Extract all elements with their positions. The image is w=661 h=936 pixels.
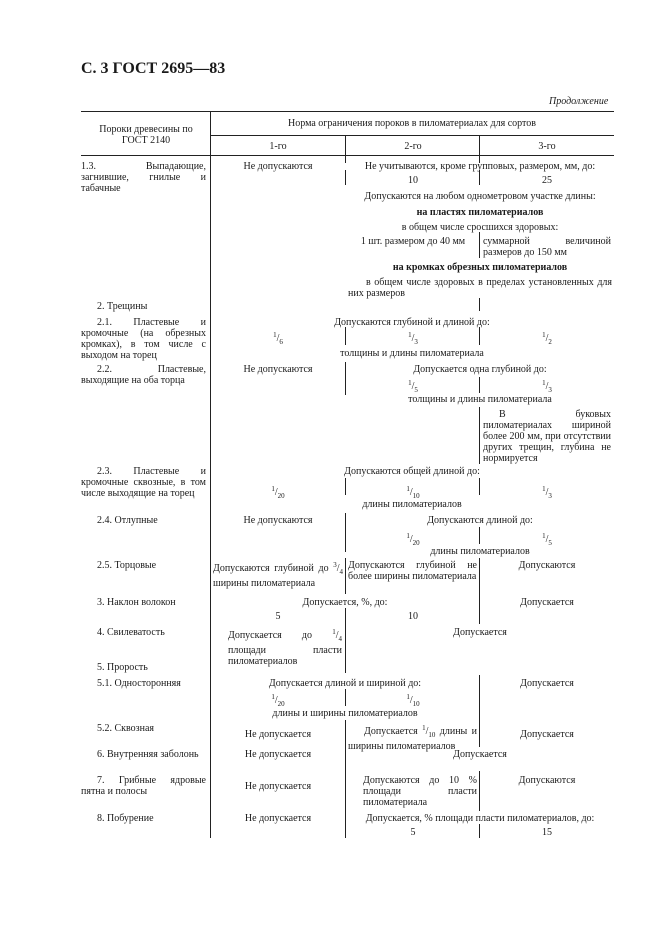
- r1-3-edges-note: в общем числе здоровых в пределах установленных для них размеров: [348, 277, 612, 299]
- r2-4-div-b: [479, 527, 480, 544]
- r2-2-span: Допускается одна глубиной до:: [413, 364, 547, 375]
- defect-4: 4. Свилеватость: [97, 627, 165, 638]
- r1-3-span: Не учитываются, кроме групповых, размером, мм, до:: [364, 161, 596, 172]
- r2-3-div-a: [345, 478, 346, 495]
- r2-2-grade3-note: В буковых пиломатериалах шириной более 200 мм, при отсутствии других трещин, глубина не нормируется: [483, 409, 611, 464]
- r5-2-grade3: Допускается: [520, 729, 574, 740]
- r1-3-grade3-value: 25: [542, 175, 552, 186]
- r5-2-grade2: Допускается $^1/_{10}$ длины и ширины пиломатериалов: [348, 724, 477, 752]
- r5-2-grade1: Не допускается: [244, 729, 312, 740]
- r1-3-on-edges: на кромках обрезных пиломатериалов: [392, 262, 568, 273]
- r5-1-grade2: $^1/_{10}$: [406, 693, 420, 708]
- r2-4-grade3: $^1/_5$: [542, 532, 552, 547]
- r8-grade2-value: 5: [410, 827, 416, 838]
- r2-1-grade3: $^1/_2$: [542, 331, 552, 346]
- r5-1-div-a: [345, 689, 346, 706]
- r2-5-grade3: Допускаются: [518, 560, 576, 571]
- r7-grade3: Допускаются: [518, 775, 576, 786]
- r2-1-note: толщины и длины пиломатериала: [340, 348, 484, 359]
- page-header: С. 3 ГОСТ 2695—83: [81, 60, 226, 77]
- r1-3-div-c: [479, 232, 480, 258]
- r3-span: Допускается, %, до:: [302, 597, 388, 608]
- r2-4-note: длины пиломатериалов: [430, 546, 530, 557]
- r2-2-div-b: [479, 377, 480, 393]
- defect-5-1: 5.1. Односторонняя: [97, 678, 181, 689]
- r5-2-div-b: [479, 720, 480, 747]
- r8-span: Допускается, % площади пласти пиломатериалов, до:: [365, 813, 595, 824]
- defect-5-2: 5.2. Сквозная: [97, 723, 155, 734]
- r2-2-grade1: Не допускаются: [243, 364, 313, 375]
- r5-1-span: Допускается длиной и шириной до:: [268, 678, 422, 689]
- continuation-label: Продолжение: [549, 96, 609, 107]
- r4-grade23: Допускается: [453, 627, 507, 638]
- header-bottom-rule: [81, 155, 614, 156]
- r2-4-grade2: $^1/_{20}$: [406, 532, 420, 547]
- defect-3: 3. Наклон волокон: [97, 597, 176, 608]
- defect-8: 8. Побурение: [97, 813, 154, 824]
- r1-3-including-grown: в общем числе сросшихся здоровых:: [401, 222, 559, 233]
- defect-6: 6. Внутренняя заболонь: [97, 749, 199, 760]
- r2-1-div-b: [479, 327, 480, 345]
- defect-2-1: 2.1. Пластевые и кромочные (на обрезных кромках), в том числе с выходом на торец: [81, 317, 206, 361]
- r3-div-a: [345, 608, 346, 624]
- r2-3-grade2: $^1/_{10}$: [406, 485, 420, 500]
- r2-5-grade1: Допускаются глубиной до $^3/_4$ ширины пиломатериала: [213, 561, 344, 589]
- defect-2-5: 2.5. Торцовые: [97, 560, 157, 571]
- r6-grade1: Не допускается: [244, 749, 312, 760]
- r7-grade1: Не допускается: [244, 781, 312, 792]
- r1-3-div-a: [345, 170, 346, 185]
- r7-grade2: Допускаются до 10 % площади пласти пиломатериала: [363, 775, 477, 808]
- r4-grade1: Допускается до $^1/_4$ площади пласти пиломатериалов: [228, 628, 342, 667]
- r8-div-b: [479, 824, 480, 838]
- r2-5-div-b: [479, 558, 480, 594]
- table-top-rule: [81, 111, 614, 112]
- r5-1-grade3: Допускается: [520, 678, 574, 689]
- defect-2-4: 2.4. Отлупные: [97, 515, 158, 526]
- r5-1-note: длины и ширины пиломатериалов: [272, 708, 418, 719]
- r3-grade3: Допускается: [520, 597, 574, 608]
- r2-4-div-a: [345, 513, 346, 552]
- r1-3-grade2-value: 10: [408, 175, 418, 186]
- r3-grade1-value: 5: [275, 611, 281, 622]
- r8-grade3-value: 15: [542, 827, 552, 838]
- grades-group-header: Норма ограничения пороков в пиломатериалах для сортов: [288, 118, 536, 129]
- r1-3-grade1: Не допускаются: [243, 161, 313, 172]
- r3-grade2-value: 10: [408, 611, 418, 622]
- col-divider-2-body: [345, 720, 346, 838]
- header-mid-rule: [210, 135, 614, 136]
- r2-3-div-b: [479, 478, 480, 495]
- grade-2-header: 2-го: [404, 141, 422, 152]
- col-defects-header: Пороки древесины по ГОСТ 2140: [99, 124, 193, 146]
- r2-3-grade1: $^1/_{20}$: [271, 485, 285, 500]
- r1-3-on-faces: на пластях пиломатериалов: [416, 207, 544, 218]
- defect-2-3: 2.3. Пластевые и кромочные сквозные, в том числе выходящие на торец: [81, 466, 206, 499]
- r1-3-grade2-limit: 1 шт. размером до 40 мм: [360, 236, 466, 247]
- r2-4-span: Допускаются длиной до:: [427, 515, 533, 526]
- defect-7: 7. Грибные ядровые пятна и полосы: [81, 775, 206, 797]
- r2-1-span: Допускаются глубиной и длиной до:: [334, 317, 490, 328]
- grade-1-header: 1-го: [269, 141, 287, 152]
- r2-1-div-a: [345, 327, 346, 345]
- r4-div-a: [345, 624, 346, 673]
- r2-2-grade2: $^1/_5$: [408, 379, 418, 394]
- defect-5: 5. Прорость: [97, 662, 148, 673]
- r7-div-b: [479, 771, 480, 811]
- r2-4-grade1: Не допускаются: [243, 515, 313, 526]
- r8-grade1: Не допускается: [244, 813, 312, 824]
- r2-1-grade2: $^1/_3$: [408, 331, 418, 346]
- grade-3-header: 3-го: [538, 141, 556, 152]
- r2-5-grade2: Допускаются глубиной не более ширины пиломатериала: [348, 560, 477, 582]
- defect-1-3: 1.3. Выпадающие, загнившие, гнилые и табачные: [81, 161, 206, 194]
- r2-3-grade3: $^1/_3$: [542, 485, 552, 500]
- col-divider-3-header: [479, 135, 480, 163]
- col-divider-2-header: [345, 135, 346, 163]
- r5-1-div-b: [479, 675, 480, 720]
- r3-div-b: [479, 594, 480, 624]
- r1-3-div-b: [479, 170, 480, 185]
- r1-3-div-d: [479, 298, 480, 311]
- defect-2-2: 2.2. Пластевые, выходящие на оба торца: [81, 364, 206, 386]
- r1-3-grade3-limit: суммарной величиной размеров до 150 мм: [483, 236, 611, 258]
- r6-grade23: Допускается: [453, 749, 507, 760]
- defect-2: 2. Трещины: [97, 301, 148, 312]
- r2-5-div-a: [345, 558, 346, 594]
- r5-1-grade1: $^1/_{20}$: [271, 693, 285, 708]
- r2-2-grade3: $^1/_3$: [542, 379, 552, 394]
- r2-2-div-a: [345, 362, 346, 395]
- r1-3-any-meter: Допускаются на любом однометровом участке длины:: [364, 191, 596, 202]
- col-divider-1: [210, 111, 211, 838]
- r2-1-grade1: $^1/_6$: [273, 331, 283, 346]
- r2-3-note: длины пиломатериалов: [362, 499, 462, 510]
- r2-2-div-c: [479, 407, 480, 464]
- r2-3-span: Допускаются общей длиной до:: [344, 466, 480, 477]
- r2-2-note: толщины и длины пиломатериала: [408, 394, 552, 405]
